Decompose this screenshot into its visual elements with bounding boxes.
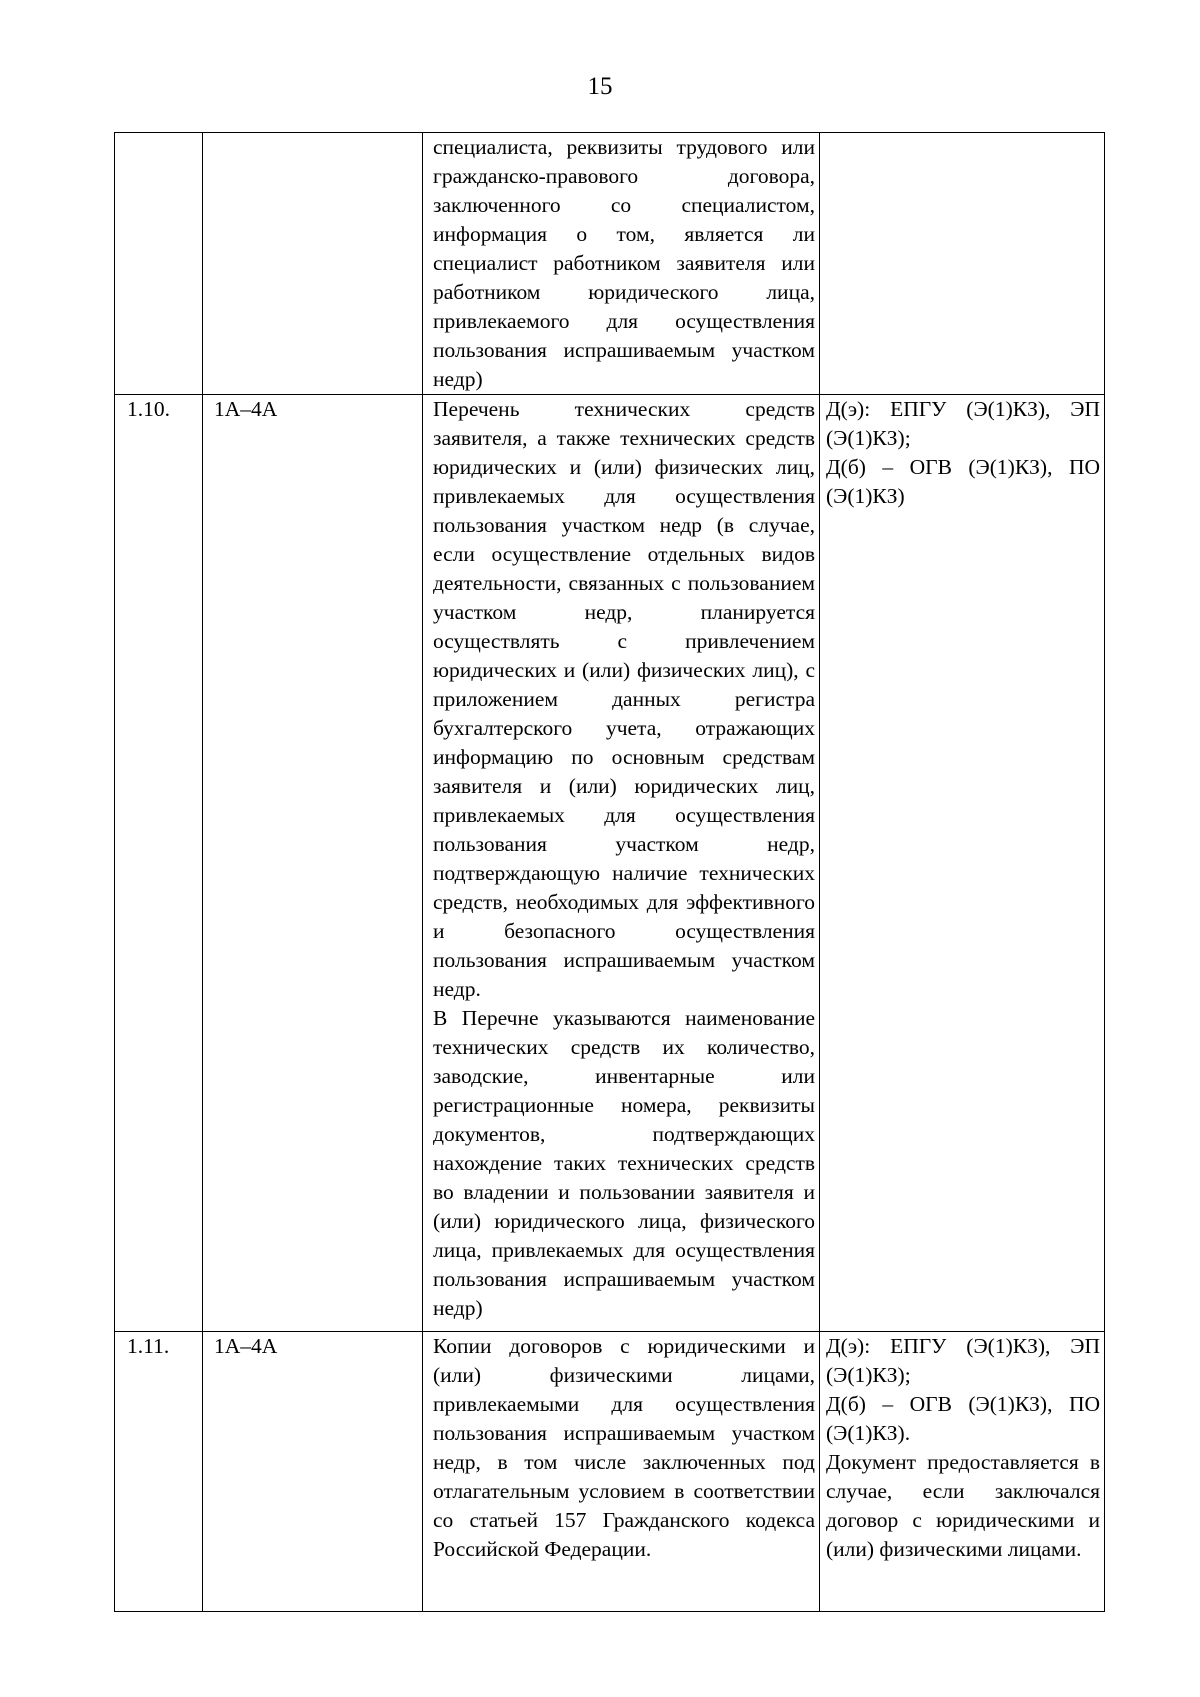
submission-method-cell <box>820 133 1105 395</box>
category-code-cell <box>203 133 423 395</box>
table-row <box>115 133 1105 395</box>
document-description-cell <box>423 395 820 1332</box>
row-number-cell <box>115 133 203 395</box>
row-number-cell: 1.10. <box>115 395 203 1332</box>
row-number-cell: 1.11. <box>115 1332 203 1612</box>
document-description-cell <box>423 133 820 395</box>
category-code-cell: 1А–4А <box>203 395 423 1332</box>
description-paragraph: Перечень технических средств заявителя, а также технических средств юридических и (или) физических лиц, привлекаемых для осуществления пользования участком недр (в случае, если осуществление отдельных видов деятельности, связанных с пользованием участком недр, планируется осуществлять с привлечением юридических и (или) физических лиц), с приложением данных регистра бухгалтерского учета, отражающих информацию по основным средствам заявителя и (или) юридических лиц, привлекаемых для осуществления пользования участком недр, подтверждающую наличие технических средств, необходимых для эффективного и безопасного осуществления пользования испрашиваемым участком недр. <box>433 397 815 1001</box>
submission-method-cell <box>820 395 1105 1332</box>
description-paragraph: В Перечне указываются наименование технических средств их количество, заводские, инвентарные или регистрационные номера, реквизиты документов, подтверждающих нахождение таких технических средств во владении и пользовании заявителя и (или) юридического лица, физического лица, привлекаемых для осуществления пользования испрашиваемым участком недр) <box>433 1006 815 1320</box>
submission-method-line: Д(б) – ОГВ (Э(1)КЗ), ПО (Э(1)КЗ) <box>826 455 1100 508</box>
category-code-cell: 1А–4А <box>203 1332 423 1612</box>
submission-method-line: Документ предоставляется в случае, если заключался договор с юридическими и (или) физическими лицами. <box>826 1450 1100 1561</box>
page-number: 15 <box>587 73 613 100</box>
submission-method-cell <box>820 1332 1105 1612</box>
submission-method-line: Д(э): ЕПГУ (Э(1)КЗ), ЭП (Э(1)КЗ); <box>826 397 1100 450</box>
submission-method-line: Д(э): ЕПГУ (Э(1)КЗ), ЭП (Э(1)КЗ); <box>826 1334 1100 1387</box>
description-paragraph: Копии договоров с юридическими и (или) физическими лицами, привлекаемыми для осуществления пользования испрашиваемым участком недр, в том числе заключенных под отлагательным условием в соответствии со статьей 157 Гражданского кодекса Российской Федерации. <box>433 1334 815 1561</box>
submission-method-line: Д(б) – ОГВ (Э(1)КЗ), ПО (Э(1)КЗ). <box>826 1392 1100 1445</box>
description-paragraph: специалиста, реквизиты трудового или гражданско-правового договора, заключенного со специалистом, информация о том, является ли специалист работником заявителя или работником юридического лица, привлекаемого для осуществления пользования испрашиваемым участком недр) <box>433 135 815 391</box>
table-row <box>115 1332 1105 1612</box>
requirements-table <box>114 132 1105 1612</box>
document-description-cell <box>423 1332 820 1612</box>
table-row <box>115 395 1105 1332</box>
